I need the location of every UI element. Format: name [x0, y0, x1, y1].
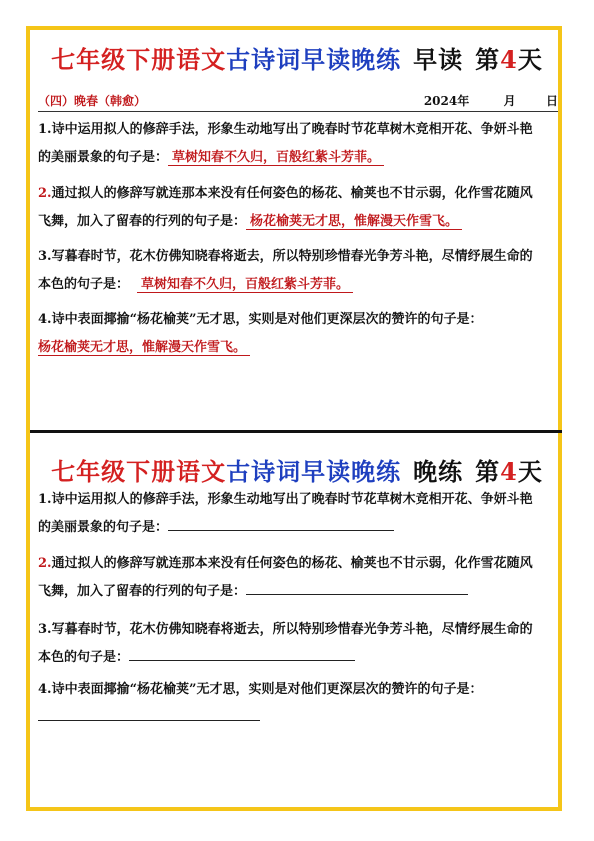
- question-text: 1.诗中运用拟人的修辞手法，形象生动地写出了晚春时节花草树木竞相开花、争妍斗艳: [38, 492, 533, 507]
- section-divider: [30, 430, 562, 433]
- title-day-prefix: 第: [475, 457, 501, 486]
- title-day-num: 4: [500, 45, 518, 74]
- question-text: 通过拟人的修辞写就连那本来没有任何姿色的杨花、榆荚也不甘示弱，化作雪花随风: [51, 556, 533, 571]
- answer-blank[interactable]: [129, 644, 355, 661]
- title-day-num: 4: [500, 457, 518, 486]
- question-text: 3.写暮春时节，花木仿佛知晓春将逝去，所以特别珍惜春光争芳斗艳，尽情纾展生命的: [38, 622, 533, 637]
- question-text: 飞舞，加入了留春的行列的句子是：: [38, 214, 247, 229]
- date-month: 月: [503, 94, 516, 108]
- title-red: 七年级下册语文: [51, 45, 227, 74]
- morning-question-1: [38, 116, 562, 172]
- evening-question-3: [38, 616, 562, 672]
- title-kind: 早读: [413, 45, 464, 74]
- poem-title: （四）晚春（韩愈）: [38, 94, 147, 108]
- answer: 草树知春不久归，百般红紫斗芳菲。: [168, 150, 384, 166]
- evening-question-1: [38, 486, 562, 542]
- morning-question-4: [38, 306, 562, 362]
- title-kind: 晚练: [413, 457, 464, 486]
- meta-divider: [38, 111, 558, 112]
- answer: 杨花榆荚无才思，惟解漫天作雪飞。: [246, 214, 462, 230]
- question-text: 3.写暮春时节，花木仿佛知晓春将逝去，所以特别珍惜春光争芳斗艳，尽情纾展生命的: [38, 249, 533, 264]
- morning-question-3: [38, 243, 562, 299]
- answer: 杨花榆荚无才思，惟解漫天作雪飞。: [38, 340, 250, 356]
- evening-title: [0, 452, 594, 487]
- question-text: 飞舞，加入了留春的行列的句子是：: [38, 584, 247, 599]
- title-red: 七年级下册语文: [51, 457, 227, 486]
- question-text: 4.诗中表面揶揄“杨花榆荚”无才思，实则是对他们更深层次的赞许的句子是：: [38, 312, 483, 327]
- question-text: 本色的句子是：: [38, 277, 130, 292]
- answer-blank[interactable]: [38, 704, 260, 721]
- question-text: 本色的句子是：: [38, 650, 130, 665]
- title-blue: 古诗词早读晚练: [226, 45, 402, 74]
- title-day-suffix: 天: [517, 457, 543, 486]
- answer-blank[interactable]: [168, 514, 394, 531]
- morning-question-2: [38, 180, 562, 236]
- date-year: 2024年: [423, 94, 470, 108]
- morning-title: [0, 40, 594, 75]
- question-text: 4.诗中表面揶揄“杨花榆荚”无才思，实则是对他们更深层次的赞许的句子是：: [38, 682, 483, 697]
- evening-question-4: [38, 676, 562, 732]
- question-number: 2.: [38, 186, 52, 201]
- question-number: 2.: [38, 556, 52, 571]
- answer-blank[interactable]: [246, 578, 468, 595]
- title-day-prefix: 第: [475, 45, 501, 74]
- question-text: 的美丽景象的句子是：: [38, 150, 169, 165]
- date-day: 日: [545, 94, 558, 108]
- question-text: 的美丽景象的句子是：: [38, 520, 169, 535]
- question-text: 1.诗中运用拟人的修辞手法，形象生动地写出了晚春时节花草树木竞相开花、争妍斗艳: [38, 122, 533, 137]
- title-blue: 古诗词早读晚练: [226, 457, 402, 486]
- title-day-suffix: 天: [517, 45, 543, 74]
- evening-question-2: [38, 550, 562, 606]
- date-field: [424, 92, 558, 109]
- answer: 草树知春不久归，百般红紫斗芳菲。: [137, 277, 353, 293]
- question-text: 通过拟人的修辞写就连那本来没有任何姿色的杨花、榆荚也不甘示弱，化作雪花随风: [51, 186, 533, 201]
- meta-row: [38, 92, 558, 112]
